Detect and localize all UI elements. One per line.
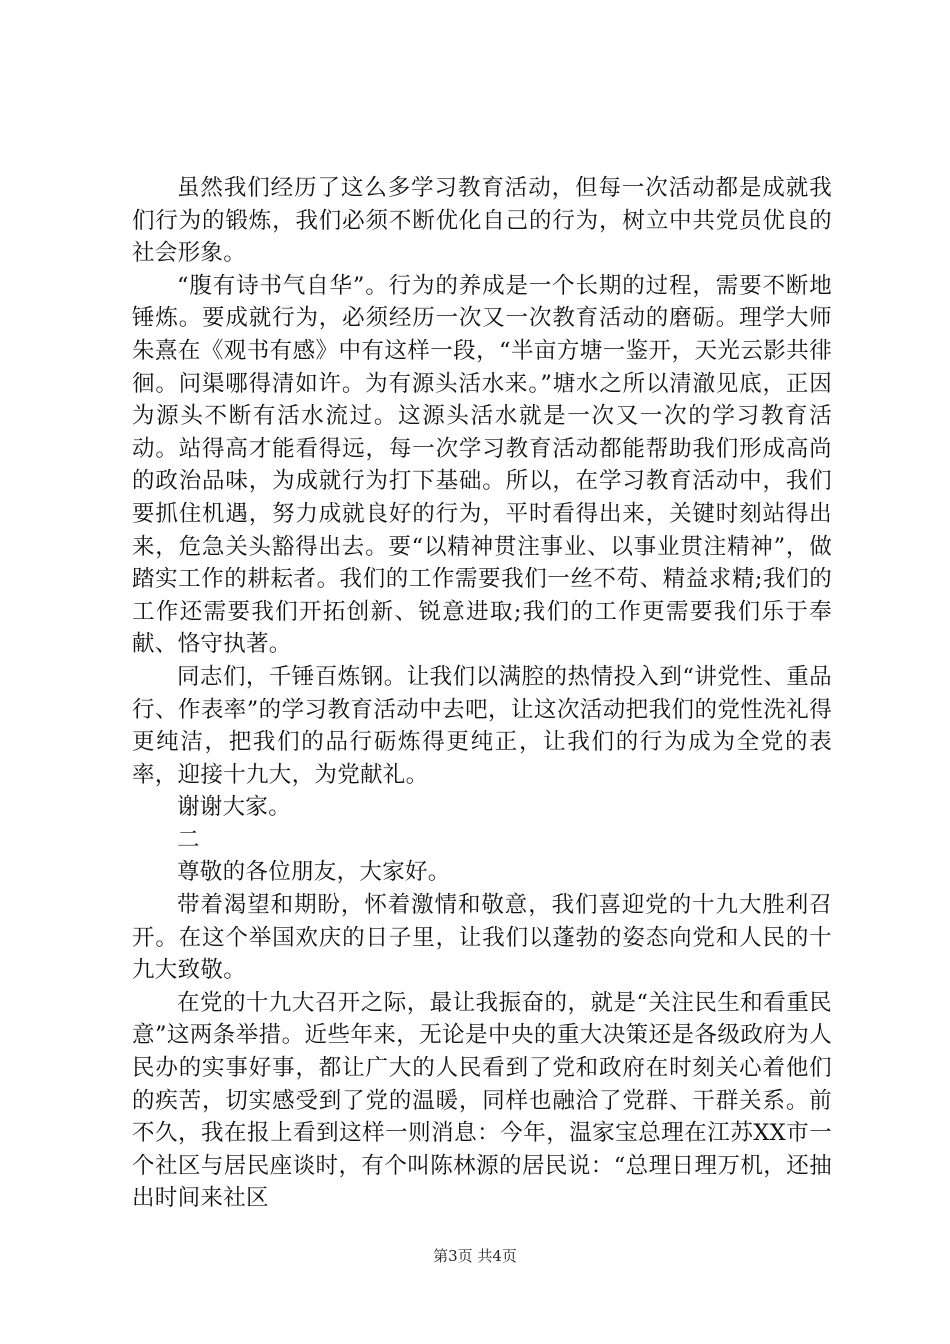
page-number-footer: 第3页 共4页 <box>433 1247 517 1265</box>
document-body <box>132 172 832 1215</box>
section-marker: 二 <box>177 826 200 853</box>
salutation: 尊敬的各位朋友，大家好。 <box>177 859 451 886</box>
paragraph: 谢谢大家。 <box>177 794 292 821</box>
paragraph: 带着渴望和期盼，怀着激情和敬意，我们喜迎党的十九大胜利召开。在这个举国欢庆的日子里，让我们以蓬勃的姿态向党和人民的十九大致敬。 <box>132 892 832 984</box>
paragraph: 虽然我们经历了这么多学习教育活动，但每一次活动都是成就我们行为的锻炼，我们必须不断优化自己的行为，树立中共党员优良的社会形象。 <box>132 175 832 267</box>
paragraph: 在党的十九大召开之际，最让我振奋的，就是“关注民生和看重民意”这两条举措。近些年来，无论是中央的重大决策还是各级政府为人民办的实事好事，都让广大的人民看到了党和政府在时刻关心着他们的疾苦，切实感受到了党的温暖，同样也融洽了党群、干群关系。前不久，我在报上看到这样一则消息：今年，温家宝总理在江苏XX市一个社区与居民座谈时，有个叫陈林源的居民说：“总理日理万机，还抽出时间来社区 <box>132 989 832 1212</box>
paragraph: “腹有诗书气自华”。行为的养成是一个长期的过程，需要不断地锤炼。要成就行为，必须经历一次又一次教育活动的磨砺。理学大师朱熹在《观书有感》中有这样一段，“半亩方塘一鉴开，天光云影共徘徊。问渠哪得清如许。为有源头活水来。”塘水之所以清澈见底，正因为源头不断有活水流过。这源头活水就是一次又一次的学习教育活动。站得高才能看得远，每一次学习教育活动都能帮助我们形成高尚的政治品味，为成就行为打下基础。所以，在学习教育活动中，我们要抓住机遇，努力成就良好的行为，平时看得出来，关键时刻站得出来，危急关头豁得出去。要“以精神贯注事业、以事业贯注精神”，做踏实工作的耕耘者。我们的工作需要我们一丝不苟、精益求精;我们的工作还需要我们开拓创新、锐意进取;我们的工作更需要我们乐于奉献、恪守执著。 <box>132 272 832 658</box>
paragraph: 同志们，千锤百炼钢。让我们以满腔的热情投入到“讲党性、重品行、作表率”的学习教育活动中去吧，让这次活动把我们的党性洗礼得更纯洁，把我们的品行砺炼得更纯正，让我们的行为成为全党的表率，迎接十九大，为党献礼。 <box>132 663 832 788</box>
